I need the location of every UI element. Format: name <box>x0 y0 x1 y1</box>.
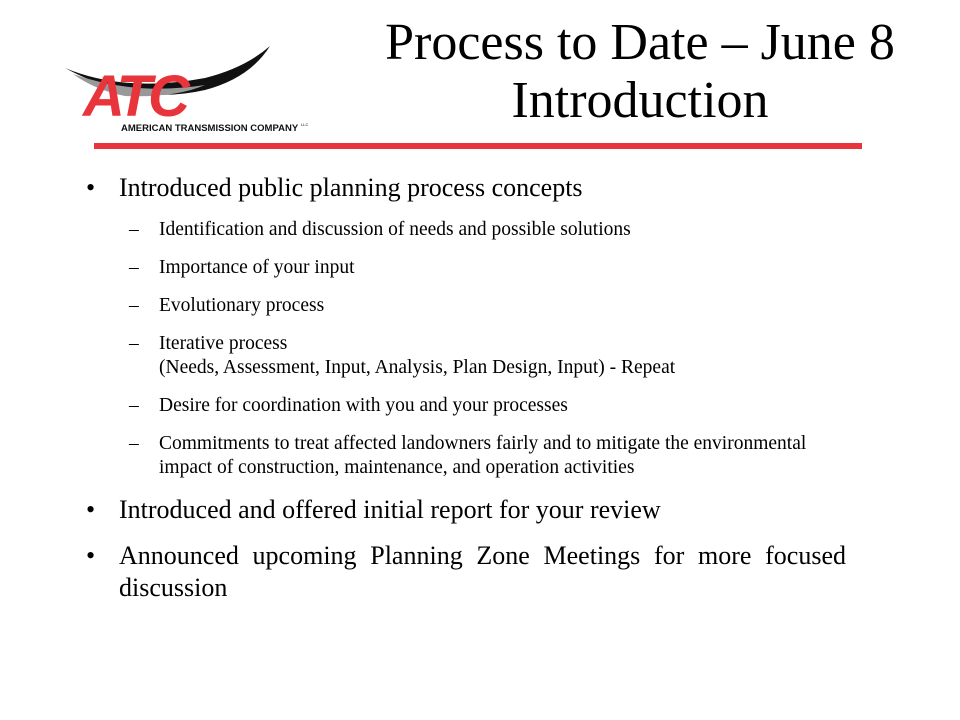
bullet-text: Introduced and offered initial report for your review <box>119 495 661 524</box>
sub-bullet-text: Identification and discussion of needs and possible solutions <box>159 219 631 240</box>
dash-marker: – <box>129 395 139 416</box>
bullet-item <box>86 540 846 604</box>
atc-logo <box>55 38 335 138</box>
sub-bullet-item <box>86 218 846 242</box>
atc-logo-icon <box>55 38 335 138</box>
dash-marker: – <box>129 257 139 278</box>
sub-bullet-text: Desire for coordination with you and your processes <box>159 395 568 416</box>
logo-company: AMERICAN TRANSMISSION COMPANY <box>121 123 299 134</box>
sub-bullet-text: Importance of your input <box>159 257 355 278</box>
slide-title <box>330 14 950 130</box>
logo-trademark: LLC <box>301 122 309 127</box>
sub-bullet-item <box>86 432 846 480</box>
bullet-text: Announced upcoming Planning Zone Meetings for more focused discussion <box>119 541 846 602</box>
sub-bullet-item <box>86 332 846 380</box>
logo-letters: ATC <box>83 64 186 129</box>
bullet-marker: • <box>86 495 96 524</box>
sub-bullet-list <box>86 218 846 480</box>
title-divider <box>94 143 862 149</box>
bullet-item <box>86 494 846 526</box>
sub-bullet-text: Evolutionary process <box>159 295 325 316</box>
slide-content <box>86 172 846 618</box>
sub-bullet-item <box>86 256 846 280</box>
bullet-item <box>86 172 846 204</box>
dash-marker: – <box>129 433 139 454</box>
sub-bullet-item <box>86 394 846 418</box>
dash-marker: – <box>129 295 139 316</box>
title-line-1: Process to Date – June 8 <box>385 14 895 71</box>
dash-marker: – <box>129 333 139 354</box>
bullet-marker: • <box>86 541 96 570</box>
sub-bullet-text: Commitments to treat affected landowners fairly and to mitigate the environmental impact of construction, maintenance, and operation activities <box>159 433 807 478</box>
sub-bullet-text: Iterative process <box>159 333 288 354</box>
sub-bullet-item <box>86 294 846 318</box>
bullet-text: Introduced public planning process concepts <box>119 173 583 202</box>
title-line-2: Introduction <box>511 72 769 129</box>
dash-marker: – <box>129 219 139 240</box>
sub-bullet-text-line-2: (Needs, Assessment, Input, Analysis, Plan Design, Input) - Repeat <box>159 357 676 378</box>
bullet-marker: • <box>86 173 96 202</box>
